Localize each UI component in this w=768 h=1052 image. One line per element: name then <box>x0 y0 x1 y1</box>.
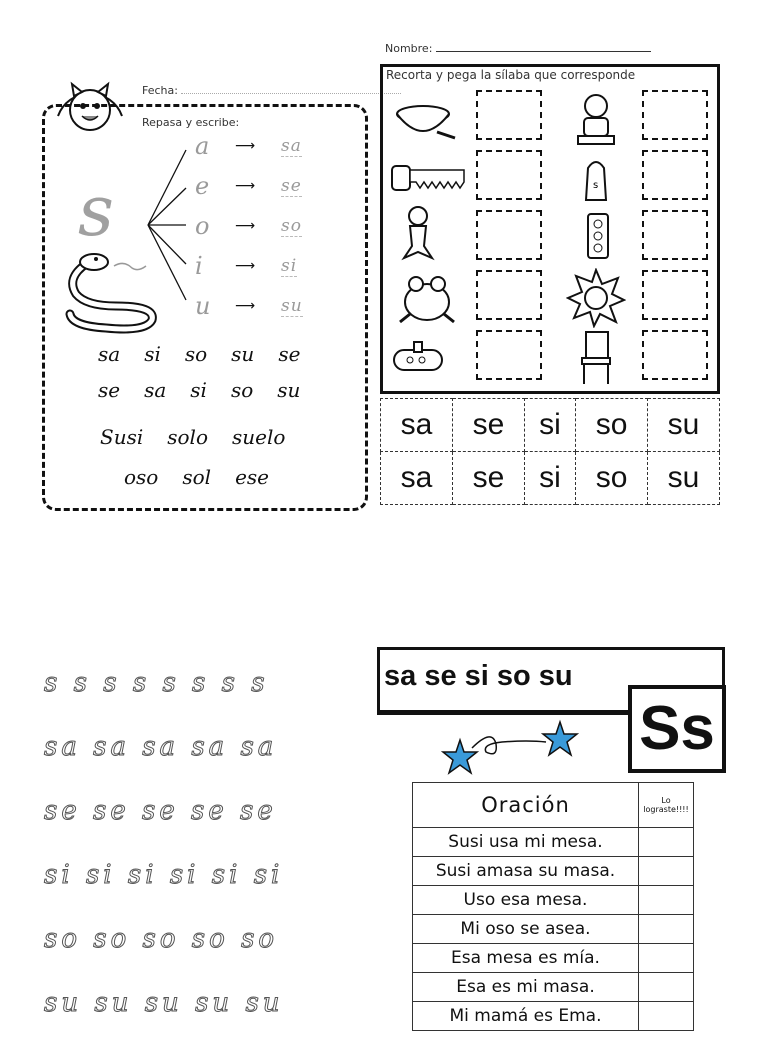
syllable-cutout[interactable]: sa <box>381 399 453 452</box>
sun-icon <box>566 268 626 332</box>
table-row <box>413 828 694 857</box>
frog-icon <box>394 272 460 334</box>
right-instruction: Recorta y pega la sílaba que corresponde <box>386 68 636 82</box>
word: suelo <box>232 425 286 449</box>
syllable-cutout[interactable]: si <box>524 452 575 505</box>
check-cell[interactable] <box>639 915 694 944</box>
traceable-syllable: si <box>211 860 242 890</box>
table-row <box>413 857 694 886</box>
word-row-2 <box>124 465 293 489</box>
syllable-cutout[interactable]: su <box>648 399 720 452</box>
traceable-syllable: si <box>85 860 116 890</box>
vowel-row <box>195 292 325 332</box>
arrow-right-icon: ⟶ <box>235 178 256 194</box>
check-cell[interactable] <box>639 944 694 973</box>
vowel-letter: a <box>195 132 210 160</box>
traced-syllable: si <box>281 256 298 276</box>
nombre-label-text: Nombre: <box>385 42 433 55</box>
word: oso <box>124 465 159 489</box>
traceable-syllable: s <box>103 668 121 698</box>
left-instruction: Repasa y escribe: <box>142 116 240 129</box>
word: solo <box>167 425 208 449</box>
arrow-right-icon: ⟶ <box>235 218 256 234</box>
traceable-syllable: sa <box>44 732 81 762</box>
traceable-syllable: se <box>44 796 81 826</box>
vowel-letter: u <box>195 292 211 320</box>
syllable-cutout-grid <box>380 398 720 505</box>
traceable-syllable: si <box>127 860 158 890</box>
syllable-word: sa <box>144 378 167 402</box>
syllable-cutout[interactable]: sa <box>381 452 453 505</box>
practice-row <box>44 924 284 988</box>
sentence-cell: Esa mesa es mía. <box>413 944 639 973</box>
sentence-cell: Susi amasa su masa. <box>413 857 639 886</box>
check-cell[interactable] <box>639 828 694 857</box>
cat-toy-icon <box>574 92 618 152</box>
practice-row <box>44 732 284 796</box>
syllable-word: se <box>98 378 121 402</box>
arrow-right-icon: ⟶ <box>235 138 256 154</box>
traced-syllable: se <box>281 176 302 196</box>
arrow-right-icon: ⟶ <box>235 258 256 274</box>
svg-text:s: s <box>593 180 599 191</box>
check-cell[interactable] <box>639 1002 694 1031</box>
traceable-syllable: si <box>44 860 74 890</box>
syllable-word: se <box>278 342 301 366</box>
sentence-cell: Mi mamá es Ema. <box>413 1002 639 1031</box>
traced-syllable: su <box>281 296 303 316</box>
check-cell[interactable] <box>639 886 694 915</box>
word: Susi <box>100 425 144 449</box>
syllable-word: si <box>144 342 161 366</box>
paste-box[interactable] <box>476 150 542 200</box>
vowel-row <box>195 172 325 212</box>
table-header-check: Lo lograste!!!! <box>639 783 694 828</box>
page-title: sa se si so su <box>384 660 573 692</box>
syllable-cutout[interactable]: so <box>576 452 648 505</box>
arrow-right-icon: ⟶ <box>235 298 256 314</box>
fecha-line <box>181 93 401 94</box>
fecha-label <box>142 84 401 97</box>
traceable-syllable: s <box>73 668 91 698</box>
practice-row <box>44 860 284 924</box>
traceable-syllable: s <box>251 668 269 698</box>
syllable-row-2 <box>98 378 324 402</box>
nombre-line <box>436 51 651 52</box>
stars-decoration-icon <box>432 718 582 780</box>
vowel-row <box>195 132 325 172</box>
traceable-syllable: sa <box>142 732 180 762</box>
syllable-cutout[interactable]: se <box>452 399 524 452</box>
traceable-syllable: se <box>142 796 179 826</box>
syllable-cutout[interactable]: se <box>452 452 524 505</box>
syllable-word: so <box>230 378 254 402</box>
paste-box[interactable] <box>476 330 542 380</box>
bowl-icon <box>393 98 457 148</box>
table-row <box>413 886 694 915</box>
check-cell[interactable] <box>639 857 694 886</box>
traceable-syllable: s <box>221 668 239 698</box>
vowel-row <box>195 252 325 292</box>
traceable-syllable: so <box>142 924 180 954</box>
syllable-word: su <box>277 378 301 402</box>
big-s-letter: s <box>78 170 114 252</box>
traffic-light-icon <box>580 212 616 266</box>
sentence-cell: Uso esa mesa. <box>413 886 639 915</box>
syllable-cutout[interactable]: so <box>576 399 648 452</box>
saw-icon <box>390 160 466 200</box>
traceable-syllable: se <box>240 796 277 826</box>
submarine-icon <box>390 338 446 378</box>
traceable-syllable: sa <box>240 732 278 762</box>
practice-row <box>44 988 284 1052</box>
table-row <box>413 944 694 973</box>
traceable-syllable: su <box>94 988 133 1018</box>
vowel-list <box>195 132 325 332</box>
traceable-syllable: s <box>162 668 180 698</box>
table-header-oracion: Oración <box>413 783 639 828</box>
syllable-word: so <box>184 342 208 366</box>
traceable-syllable: su <box>195 988 234 1018</box>
traceable-syllable: sa <box>93 732 130 762</box>
paste-box[interactable] <box>642 330 708 380</box>
table-row <box>413 915 694 944</box>
traceable-syllable: su <box>44 988 83 1018</box>
syllable-word: sa <box>98 342 121 366</box>
syllable-word: si <box>190 378 207 402</box>
traceable-syllable: so <box>241 924 279 954</box>
salt-shaker-icon <box>580 154 612 208</box>
traceable-syllable: se <box>93 796 130 826</box>
sentence-table <box>412 782 694 1031</box>
paste-box[interactable] <box>476 90 542 140</box>
sentence-cell: Mi oso se asea. <box>413 915 639 944</box>
traceable-syllable: su <box>144 988 183 1018</box>
traced-syllable: sa <box>281 136 302 156</box>
paste-box[interactable] <box>642 90 708 140</box>
snake-icon <box>56 248 168 334</box>
syllable-word: su <box>231 342 255 366</box>
traceable-syllable: si <box>169 860 200 890</box>
practice-row <box>44 796 284 860</box>
syllable-cutout[interactable]: su <box>648 452 720 505</box>
table-row <box>413 973 694 1002</box>
table-row <box>413 1002 694 1031</box>
traceable-syllable: so <box>93 924 131 954</box>
paste-box[interactable] <box>642 150 708 200</box>
traced-syllable: so <box>281 216 302 236</box>
paste-box[interactable] <box>642 270 708 320</box>
syllable-cutout[interactable]: si <box>524 399 575 452</box>
vowel-row <box>195 212 325 252</box>
traceable-syllable: s <box>132 668 151 698</box>
traceable-syllable: so <box>191 924 229 954</box>
sentence-cell: Esa es mi masa. <box>413 973 639 1002</box>
traceable-syllable: su <box>245 988 284 1018</box>
mermaid-icon <box>398 204 438 266</box>
traceable-syllable: si <box>253 860 284 890</box>
word-row-1 <box>100 425 309 449</box>
big-letter-card: Ss <box>628 685 726 773</box>
vowel-letter: o <box>195 212 210 240</box>
fecha-label-text: Fecha: <box>142 84 178 97</box>
paste-box[interactable] <box>476 210 542 260</box>
vowel-letter: i <box>195 252 203 280</box>
syllable-row-1 <box>98 342 324 366</box>
nombre-label <box>385 42 651 55</box>
traceable-syllable: s <box>44 668 62 698</box>
paste-box[interactable] <box>642 210 708 260</box>
traceable-syllable: sa <box>191 732 229 762</box>
practice-rows <box>44 668 284 1052</box>
vowel-letter: e <box>195 172 210 200</box>
sentence-cell: Susi usa mi mesa. <box>413 828 639 857</box>
chair-icon <box>576 330 616 390</box>
check-cell[interactable] <box>639 973 694 1002</box>
traceable-syllable: se <box>191 796 228 826</box>
traceable-syllable: s <box>192 668 210 698</box>
word: ese <box>235 465 269 489</box>
practice-row <box>44 668 284 732</box>
word: sol <box>182 465 212 489</box>
traceable-syllable: so <box>44 924 81 954</box>
paste-box[interactable] <box>476 270 542 320</box>
